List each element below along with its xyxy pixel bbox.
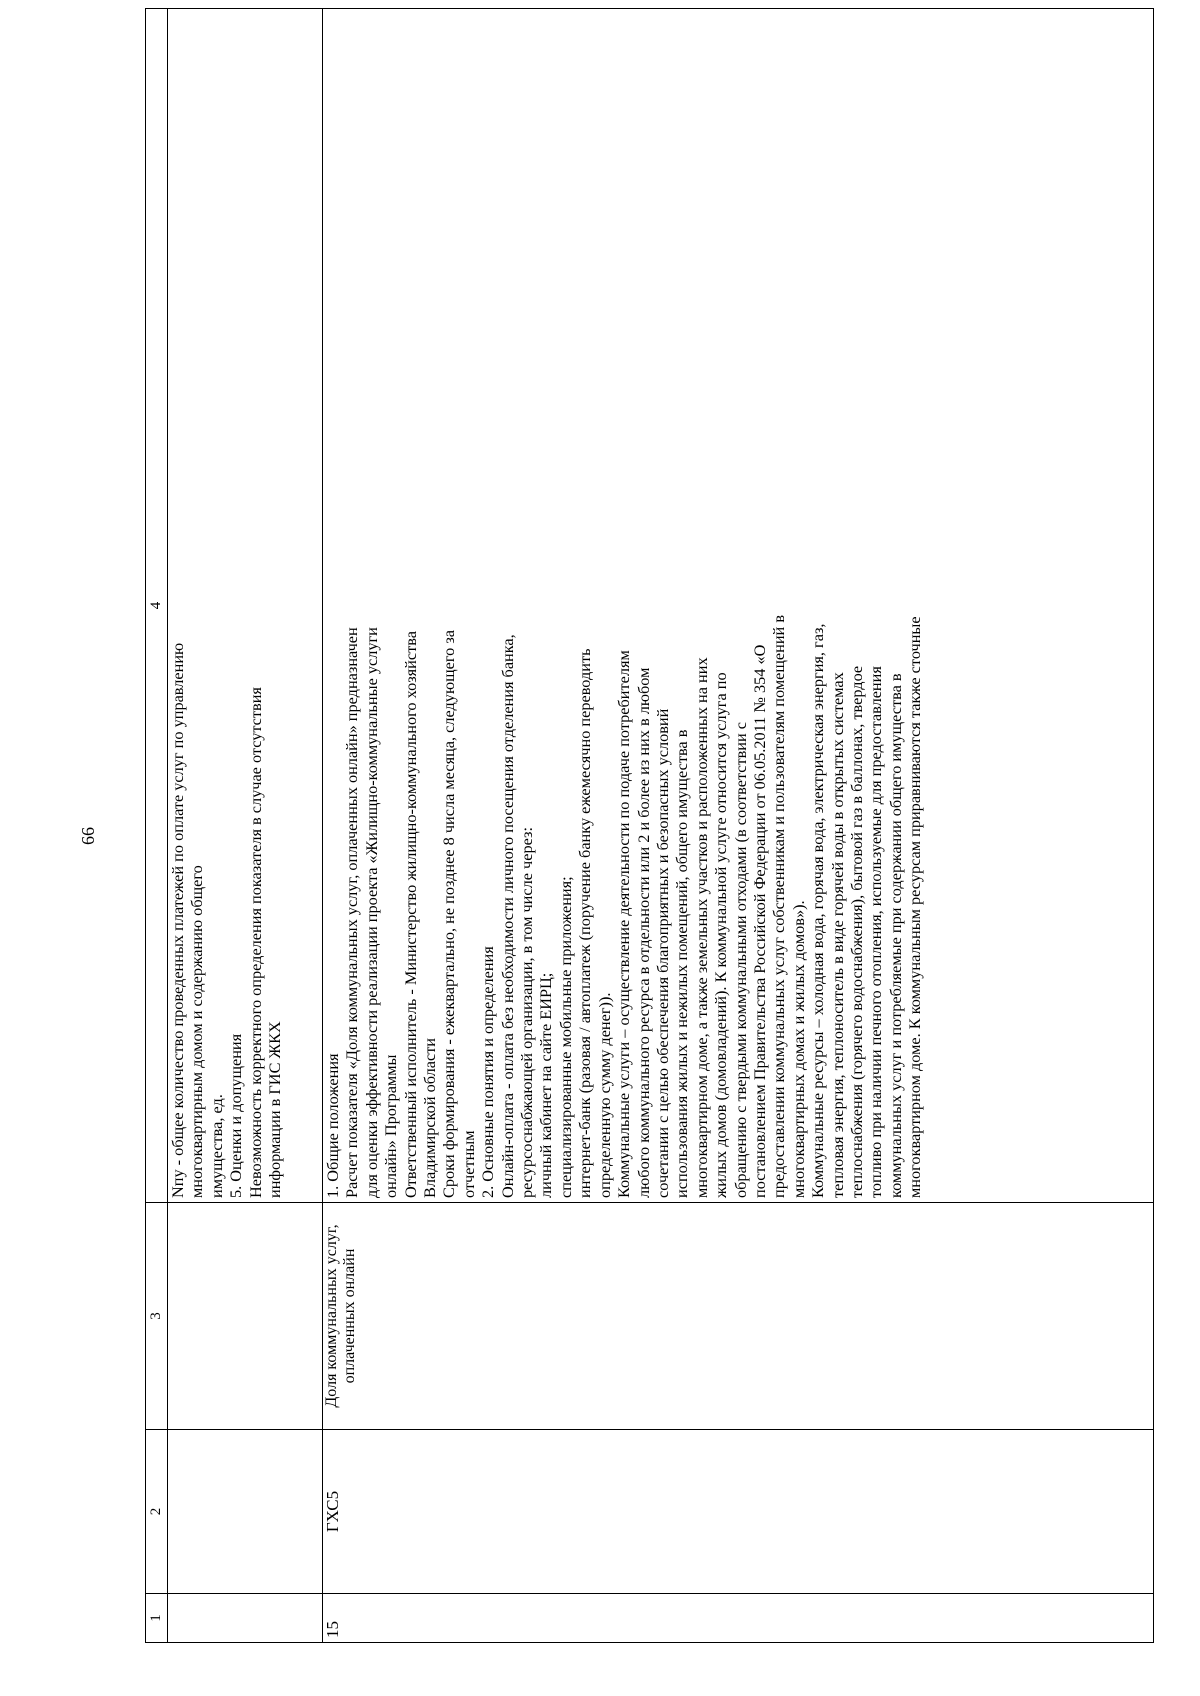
indicator-code-cell: ГХС5	[323, 1430, 1154, 1594]
column-number-2: 2	[146, 1430, 168, 1594]
text-line: ресурсоснабжающей организации, в том числе через:	[517, 827, 537, 1198]
text-line: специализированные мобильные приложения;	[555, 876, 575, 1198]
column-number-1: 1	[146, 1594, 168, 1643]
text-line: Ответственный исполнитель - Министерство жилищно-коммунального хозяйства	[400, 631, 420, 1198]
table-row	[168, 9, 323, 1643]
methodology-text-cell	[168, 9, 323, 1203]
text-line: 5. Оценки и допущения	[226, 1033, 246, 1198]
text-line: 2. Основные понятия и определения	[478, 946, 498, 1198]
text-line: предоставлении коммунальных услуг собственникам и пользователям помещений в	[769, 614, 789, 1198]
text-line: тепловая энергия, теплоноситель в виде горячей воды в открытых системах	[827, 672, 847, 1198]
text-line: имущества, ед.	[206, 1094, 226, 1198]
text-line: постановлением Правительства Российской Федерации от 06.05.2011 № 354 «О	[749, 644, 769, 1198]
rotated-table-container	[145, 45, 1154, 1643]
indicator-code-cell	[168, 1430, 323, 1594]
page-number: 66	[78, 827, 98, 845]
text-line: интернет-банк (разовая / автоплатеж (поручение банку ежемесячно переводить	[575, 648, 595, 1198]
text-line: сочетании с целью обеспечения благоприятных и безопасных условий	[652, 708, 672, 1198]
text-line: многоквартирном доме. К коммунальным ресурсам приравниваются также сточные	[905, 616, 925, 1198]
indicator-name-cell: Доля коммунальных услуг, оплаченных онлайн	[323, 1203, 1154, 1430]
methodology-text-cell	[323, 9, 1154, 1203]
text-line: топливо при наличии печного отопления, используемые для предоставления	[866, 666, 886, 1198]
text-line: отчетным	[458, 1130, 478, 1198]
text-line: Коммунальные ресурсы – холодная вода, горячая вода, электрическая энергия, газ,	[808, 623, 828, 1198]
text-line: коммунальных услуг и потребляемые при содержании общего имущества в	[885, 673, 905, 1198]
table-header-row	[146, 9, 168, 1643]
row-number-cell	[168, 1594, 323, 1643]
text-line: использования жилых и нежилых помещений, общего имущества в	[672, 729, 692, 1198]
text-line: личный кабинет на сайте ЕИРЦ;	[536, 972, 556, 1198]
text-line: Сроки формирования - ежеквартально, не позднее 8 числа месяца, следующего за	[439, 629, 459, 1198]
text-line: Онлайн-оплата - оплата без необходимости личного посещения отделения банка,	[497, 634, 517, 1198]
text-line: любого коммунального ресурса в отдельности или 2 и более из них в любом	[633, 667, 653, 1198]
column-number-4: 4	[146, 9, 168, 1203]
indicator-name-cell	[168, 1203, 323, 1430]
text-line: Коммунальные услуги – осуществление деятельности по подаче потребителям	[614, 650, 634, 1198]
text-line: Расчет показателя «Доля коммунальных услуг, оплаченных онлайн» предназначен	[342, 627, 362, 1198]
text-line: информации в ГИС ЖКХ	[265, 1021, 285, 1198]
text-line: определенную сумму денег)).	[594, 992, 614, 1198]
text-line: многоквартирном доме, а также земельных участков и расположенных на них	[691, 657, 711, 1198]
text-line: теплоснабжения (горячего водоснабжения), бытовой газ в баллонах, твердое	[846, 665, 866, 1198]
text-line: обращению с твердыми коммунальными отходами (в соответствии с	[730, 721, 750, 1198]
text-line: многоквартирным домом и содержанию общего	[187, 865, 207, 1198]
text-line: многоквартирных домах и жилых домов»).	[788, 900, 808, 1198]
text-line: для оценки эффективности реализации проекта «Жилищно-коммунальные услуги	[361, 627, 381, 1198]
row-number-cell: 15	[323, 1594, 1154, 1643]
text-line: Nпу - общее количество проведенных платежей по оплате услуг по управлению	[168, 642, 187, 1198]
table-row	[323, 9, 1154, 1643]
indicator-table	[145, 8, 1154, 1643]
column-number-3: 3	[146, 1203, 168, 1430]
text-line: Владимирской области	[420, 1037, 440, 1198]
text-line: 1. Общие положения	[323, 1053, 342, 1198]
text-line: жилых домов (домовладений). К коммунальной услуге относится услуга по	[711, 672, 731, 1198]
text-line: онлайн» Программы	[381, 1054, 401, 1198]
text-line: Невозможность корректного определения показателя в случае отсутствия	[245, 687, 265, 1198]
